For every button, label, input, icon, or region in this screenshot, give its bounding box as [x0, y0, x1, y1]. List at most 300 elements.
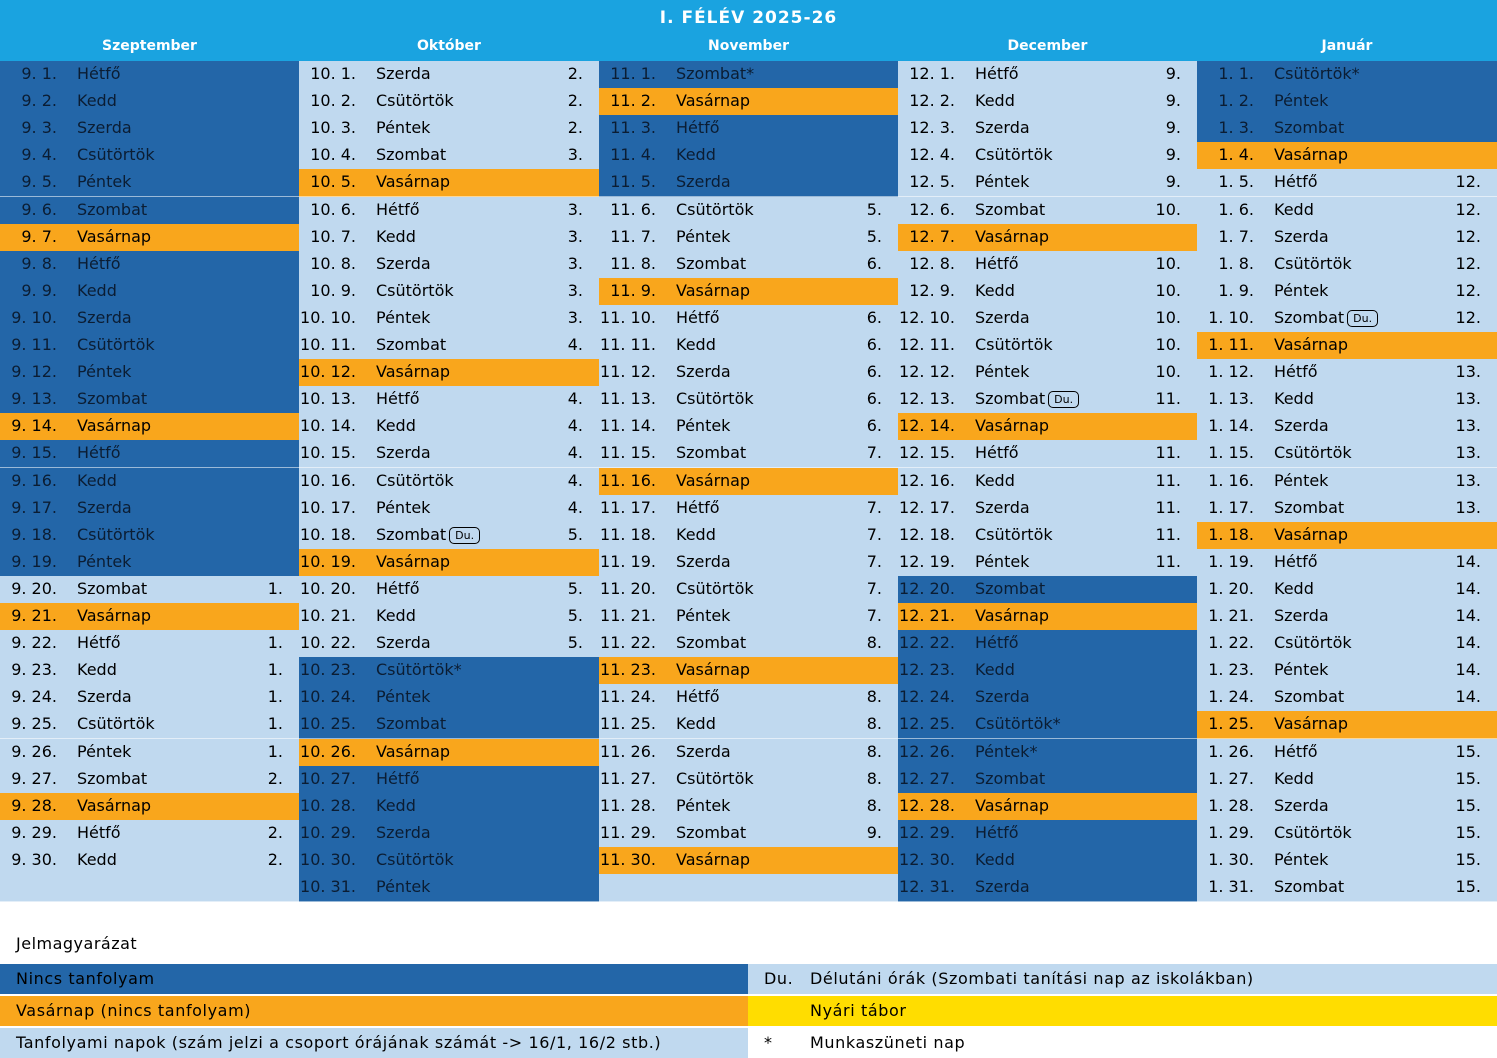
weekday-text: Kedd: [676, 524, 716, 544]
weekday-text: Kedd: [1274, 389, 1314, 409]
weekday-text: Szerda: [1274, 795, 1329, 815]
date-label: 1. 17.: [1208, 497, 1254, 517]
day-row: [299, 278, 599, 306]
weekday-text: Szerda: [376, 822, 431, 842]
day-row: [0, 278, 299, 306]
date-label: 12. 22.: [899, 633, 955, 653]
weekday-label: [376, 468, 454, 494]
weekday-text: Péntek: [676, 795, 731, 815]
date-label: 12. 6.: [909, 199, 955, 219]
date-label: 10. 7.: [310, 226, 356, 246]
lesson-number: 10.: [1155, 335, 1181, 354]
weekday-label: [1274, 522, 1348, 548]
weekday-label: [1274, 684, 1344, 710]
lesson-number: 4.: [567, 470, 583, 490]
lesson-number: 11.: [1155, 389, 1181, 409]
day-row: [0, 332, 299, 360]
weekday-text: Csütörtök: [975, 524, 1053, 544]
date-label: 9. 12.: [11, 362, 57, 382]
weekday-label: [376, 847, 454, 873]
weekday-text: Szombat: [975, 768, 1046, 788]
weekday-text: Csütörtök*: [376, 660, 462, 680]
weekday-label: [1274, 603, 1329, 629]
weekday-text: Péntek: [1274, 849, 1329, 869]
weekday-label: [376, 197, 420, 223]
day-row: [898, 684, 1197, 712]
day-row: [0, 359, 299, 387]
weekday-label: [975, 495, 1030, 521]
weekday-label: [376, 739, 450, 765]
day-row: [898, 820, 1197, 848]
weekday-text: Péntek: [1274, 660, 1329, 680]
weekday-label: [975, 251, 1019, 277]
weekday-label: [676, 386, 754, 412]
weekday-label: [975, 684, 1030, 710]
date-label: 10. 29.: [300, 822, 356, 842]
weekday-text: Csütörtök: [1274, 253, 1352, 273]
weekday-text: Kedd: [975, 849, 1015, 869]
weekday-text: Szombat: [676, 633, 747, 653]
date-label: 11. 25.: [600, 714, 656, 734]
lesson-number: 4.: [567, 416, 583, 436]
date-label: 10. 5.: [310, 172, 356, 192]
weekday-text: Hétfő: [676, 497, 720, 517]
date-label: 9. 1.: [21, 64, 57, 83]
weekday-text: Hétfő: [676, 118, 720, 138]
weekday-text: Péntek: [77, 741, 132, 761]
day-row: [599, 88, 898, 116]
weekday-label: [77, 576, 147, 602]
date-label: 11. 19.: [600, 551, 656, 571]
lesson-number: 10.: [1155, 199, 1181, 219]
day-row: [898, 766, 1197, 794]
day-row: [599, 61, 898, 89]
weekday-label: [376, 711, 446, 737]
date-label: 11. 28.: [600, 795, 656, 815]
day-row: [0, 440, 299, 468]
weekday-text: Hétfő: [975, 443, 1019, 463]
weekday-text: Csütörtök: [676, 768, 754, 788]
date-label: 12. 11.: [899, 335, 955, 354]
weekday-label: [376, 793, 416, 819]
day-row: [299, 468, 599, 496]
date-label: 11. 4.: [610, 145, 656, 165]
weekday-text: Szombat: [975, 389, 1046, 409]
weekday-label: [975, 874, 1030, 900]
weekday-text: Péntek: [676, 416, 731, 436]
lesson-number: 1.: [267, 741, 283, 761]
weekday-text: Szombat: [77, 389, 148, 409]
day-row: [0, 413, 299, 441]
date-label: 1. 30.: [1208, 849, 1254, 869]
weekday-label: [1274, 495, 1344, 521]
weekday-label: [376, 576, 420, 602]
date-label: 10. 23.: [300, 660, 356, 680]
weekday-text: Péntek*: [975, 741, 1038, 761]
weekday-label: [77, 224, 151, 250]
date-label: 9. 29.: [11, 822, 57, 842]
weekday-text: Szerda: [676, 362, 731, 382]
weekday-label: [77, 251, 121, 277]
date-label: 11. 9.: [610, 280, 656, 300]
weekday-label: [376, 440, 431, 466]
weekday-label: [676, 413, 730, 439]
date-label: 1. 28.: [1208, 795, 1254, 815]
day-row: [0, 495, 299, 523]
lesson-number: 11.: [1155, 524, 1181, 544]
weekday-label: [1274, 739, 1318, 765]
day-row: [0, 739, 299, 767]
lesson-number: 8.: [866, 714, 882, 734]
date-label: 9. 16.: [11, 470, 57, 490]
date-label: 1. 2.: [1218, 91, 1254, 111]
legend-sunday: [0, 996, 748, 1026]
weekday-label: [676, 61, 754, 87]
day-row: [299, 169, 599, 197]
day-row: [1197, 793, 1497, 821]
weekday-label: [975, 169, 1029, 195]
day-row: [1197, 468, 1497, 496]
date-label: 11. 17.: [600, 497, 656, 517]
day-row: [1197, 657, 1497, 685]
weekday-text: Hétfő: [376, 768, 420, 788]
lesson-number: 2.: [567, 118, 583, 138]
date-label: 10. 11.: [300, 335, 356, 354]
lesson-number: 11.: [1155, 497, 1181, 517]
date-label: 1. 12.: [1208, 362, 1254, 382]
date-label: 9. 21.: [11, 606, 57, 625]
day-row: [599, 793, 898, 821]
legend-holiday-symbol: *: [764, 1033, 773, 1052]
day-row: [0, 847, 299, 875]
weekday-label: [376, 61, 431, 87]
day-row: [1197, 332, 1497, 360]
lesson-number: 9.: [1165, 118, 1181, 138]
weekday-text: Szombat: [1274, 687, 1345, 707]
day-row: [299, 142, 599, 170]
day-row: [599, 305, 898, 333]
day-row: [898, 711, 1197, 739]
weekday-label: [77, 793, 151, 819]
day-row: [299, 630, 599, 658]
day-row: [1197, 711, 1497, 739]
day-row: [299, 61, 599, 89]
day-row: [898, 142, 1197, 170]
weekday-text: Csütörtök: [676, 578, 754, 598]
weekday-text: Vasárnap: [77, 226, 152, 246]
weekday-label: [376, 169, 450, 195]
weekday-label: [77, 603, 151, 629]
weekday-label: [77, 305, 132, 331]
day-row: [299, 197, 599, 225]
weekday-text: Szombat: [1274, 118, 1345, 138]
date-label: 12. 4.: [909, 145, 955, 165]
weekday-label: [1274, 711, 1348, 737]
day-row: [1197, 440, 1497, 468]
date-label: 10. 4.: [310, 145, 356, 165]
weekday-label: [77, 61, 121, 87]
weekday-text: Hétfő: [77, 822, 121, 842]
weekday-label: [1274, 61, 1360, 87]
date-label: 10. 14.: [300, 416, 356, 436]
lesson-number: 6.: [866, 416, 882, 436]
date-label: 1. 22.: [1208, 633, 1254, 653]
legend-holiday: [748, 1028, 1497, 1058]
day-row: [299, 251, 599, 279]
date-label: 11. 14.: [600, 416, 656, 436]
month-header: November: [599, 34, 898, 61]
date-label: 10. 9.: [310, 280, 356, 300]
date-label: 9. 27.: [11, 768, 57, 788]
date-label: 9. 19.: [11, 551, 57, 571]
day-row: [898, 630, 1197, 658]
weekday-text: Szerda: [975, 118, 1030, 138]
day-row: [1197, 169, 1497, 197]
lesson-number: 3.: [567, 199, 583, 219]
weekday-text: Vasárnap: [1274, 335, 1349, 354]
month-header: Szeptember: [0, 34, 299, 61]
weekday-text: Hétfő: [77, 633, 121, 653]
date-label: 10. 12.: [300, 362, 356, 382]
weekday-text: Csütörtök: [1274, 633, 1352, 653]
lesson-number: 2.: [267, 822, 283, 842]
weekday-label: [975, 61, 1019, 87]
date-label: 1. 1.: [1218, 64, 1254, 83]
date-label: 12. 9.: [909, 280, 955, 300]
weekday-text: Hétfő: [376, 578, 420, 598]
date-label: 9. 11.: [11, 335, 57, 354]
day-row: [299, 711, 599, 739]
day-row: [299, 224, 599, 252]
weekday-label: [975, 224, 1049, 250]
day-row: [898, 278, 1197, 306]
weekday-text: Csütörtök: [676, 389, 754, 409]
day-row: [898, 657, 1197, 685]
weekday-label: [1274, 197, 1314, 223]
weekday-label: [1274, 657, 1328, 683]
weekday-label: [975, 305, 1030, 331]
lesson-number: 13.: [1455, 416, 1481, 436]
lesson-number: 12.: [1455, 307, 1481, 327]
weekday-text: Szerda: [975, 307, 1030, 327]
weekday-text: Szombat: [676, 822, 747, 842]
weekday-text: Kedd: [376, 606, 416, 625]
weekday-text: Kedd: [77, 660, 117, 680]
weekday-label: [676, 115, 720, 141]
day-row: [898, 61, 1197, 89]
day-row: [898, 169, 1197, 197]
weekday-text: Csütörtök*: [1274, 64, 1360, 83]
day-row: [1197, 115, 1497, 143]
day-row: [1197, 684, 1497, 712]
weekday-text: Péntek: [1274, 91, 1329, 111]
weekday-label: [975, 115, 1030, 141]
day-row: [0, 522, 299, 550]
legend-du: [748, 964, 1497, 994]
date-label: 11. 8.: [610, 253, 656, 273]
weekday-label: [676, 766, 754, 792]
weekday-label: [1274, 630, 1352, 656]
day-row: [0, 603, 299, 631]
date-label: 10. 16.: [300, 470, 356, 490]
weekday-label: [975, 793, 1049, 819]
legend-course-days-label: Tanfolyami napok (szám jelzi a csoport órájának számát -> 16/1, 16/2 stb.): [16, 1033, 662, 1052]
weekday-text: Csütörtök: [77, 335, 155, 354]
lesson-number: 8.: [866, 741, 882, 761]
date-label: 11. 1.: [610, 64, 656, 83]
day-row: [1197, 197, 1497, 225]
date-label: 1. 9.: [1218, 280, 1254, 300]
weekday-label: [1274, 142, 1348, 168]
date-label: 12. 1.: [909, 64, 955, 83]
weekday-label: [77, 440, 121, 466]
date-label: 11. 23.: [600, 660, 656, 680]
day-row: [599, 142, 898, 170]
date-label: 12. 3.: [909, 118, 955, 138]
date-label: 1. 23.: [1208, 660, 1254, 680]
lesson-number: 7.: [866, 524, 882, 544]
weekday-text: Kedd: [1274, 578, 1314, 598]
date-label: 9. 30.: [11, 849, 57, 869]
lesson-number: 14.: [1455, 687, 1481, 707]
date-label: 11. 26.: [600, 741, 656, 761]
date-label: 1. 26.: [1208, 741, 1254, 761]
weekday-label: [1274, 766, 1314, 792]
day-row: [0, 88, 299, 116]
weekday-label: [376, 278, 454, 304]
lesson-number: 5.: [866, 199, 882, 219]
lesson-number: 13.: [1455, 362, 1481, 382]
afternoon-badge: Du.: [1347, 310, 1378, 327]
date-label: 11. 11.: [600, 335, 656, 354]
weekday-text: Szerda: [1274, 416, 1329, 436]
weekday-label: [77, 169, 131, 195]
day-row: [0, 468, 299, 496]
weekday-text: Vasárnap: [1274, 524, 1349, 544]
date-label: 10. 20.: [300, 578, 356, 598]
weekday-label: [376, 413, 416, 439]
date-label: 11. 20.: [600, 578, 656, 598]
weekday-label: [376, 657, 462, 683]
lesson-number: 8.: [866, 768, 882, 788]
day-row: [1197, 251, 1497, 279]
page-title: I. FÉLÉV 2025-26: [0, 0, 1497, 34]
weekday-label: [1274, 413, 1329, 439]
weekday-label: [975, 332, 1053, 358]
weekday-label: [77, 739, 131, 765]
weekday-text: Kedd: [77, 280, 117, 300]
lesson-number: 14.: [1455, 660, 1481, 680]
lesson-number: 15.: [1455, 877, 1481, 896]
date-label: 1. 18.: [1208, 524, 1254, 544]
weekday-label: [1274, 169, 1318, 195]
weekday-label: [77, 359, 131, 385]
weekday-text: Szerda: [376, 64, 431, 83]
lesson-number: 4.: [567, 497, 583, 517]
weekday-label: [676, 657, 750, 683]
weekday-text: Kedd: [77, 849, 117, 869]
lesson-number: 11.: [1155, 551, 1181, 571]
weekday-text: Szombat: [1274, 307, 1345, 327]
weekday-text: Kedd: [376, 226, 416, 246]
weekday-label: [376, 332, 446, 358]
lesson-number: 10.: [1155, 362, 1181, 382]
weekday-text: Szombat: [376, 714, 447, 734]
date-label: 9. 13.: [11, 389, 57, 409]
day-row: [599, 711, 898, 739]
weekday-label: [376, 684, 430, 710]
weekday-text: Péntek: [376, 307, 431, 327]
day-row: [599, 413, 898, 441]
weekday-text: Vasárnap: [975, 795, 1050, 815]
date-label: 11. 2.: [610, 91, 656, 111]
day-row: [898, 522, 1197, 550]
weekday-text: Hétfő: [77, 64, 121, 83]
weekday-text: Szerda: [975, 687, 1030, 707]
weekday-text: Hétfő: [975, 64, 1019, 83]
weekday-label: [77, 332, 155, 358]
day-row: [898, 197, 1197, 225]
weekday-label: [77, 495, 132, 521]
weekday-text: Szerda: [1274, 606, 1329, 625]
weekday-label: [975, 197, 1045, 223]
day-row: [299, 332, 599, 360]
weekday-label: [975, 278, 1015, 304]
date-label: 9. 5.: [21, 172, 57, 192]
weekday-label: [1274, 468, 1328, 494]
day-row: [898, 440, 1197, 468]
lesson-number: 7.: [866, 606, 882, 625]
date-label: 12. 7.: [909, 226, 955, 246]
day-row: [1197, 874, 1497, 902]
day-row: [1197, 766, 1497, 794]
month-header: December: [898, 34, 1197, 61]
date-label: 12. 14.: [899, 416, 955, 436]
weekday-text: Szerda: [77, 118, 132, 138]
weekday-text: Hétfő: [676, 307, 720, 327]
date-label: 12. 17.: [899, 497, 955, 517]
day-row: [299, 115, 599, 143]
weekday-text: Szombat*: [676, 64, 755, 83]
weekday-label: [376, 549, 450, 575]
lesson-number: 12.: [1455, 172, 1481, 192]
weekday-text: Szerda: [77, 497, 132, 517]
day-row: [1197, 413, 1497, 441]
weekday-text: Vasárnap: [1274, 145, 1349, 165]
date-label: 9. 28.: [11, 795, 57, 815]
date-label: 12. 23.: [899, 660, 955, 680]
day-row: [898, 251, 1197, 279]
lesson-number: 12.: [1455, 253, 1481, 273]
date-label: 12. 5.: [909, 172, 955, 192]
weekday-text: Szerda: [77, 307, 132, 327]
weekday-label: [77, 766, 147, 792]
date-label: 11. 21.: [600, 606, 656, 625]
weekday-text: Csütörtök: [676, 199, 754, 219]
day-row: [299, 576, 599, 604]
weekday-label: [77, 88, 117, 114]
day-row: [599, 115, 898, 143]
date-label: 10. 31.: [300, 877, 356, 896]
weekday-label: [376, 630, 431, 656]
day-row: [898, 359, 1197, 387]
weekday-text: Szombat: [1274, 497, 1345, 517]
day-row: [0, 576, 299, 604]
weekday-text: Csütörtök: [975, 145, 1053, 165]
weekday-text: Hétfő: [376, 389, 420, 409]
day-row: [599, 657, 898, 685]
day-row: [898, 332, 1197, 360]
